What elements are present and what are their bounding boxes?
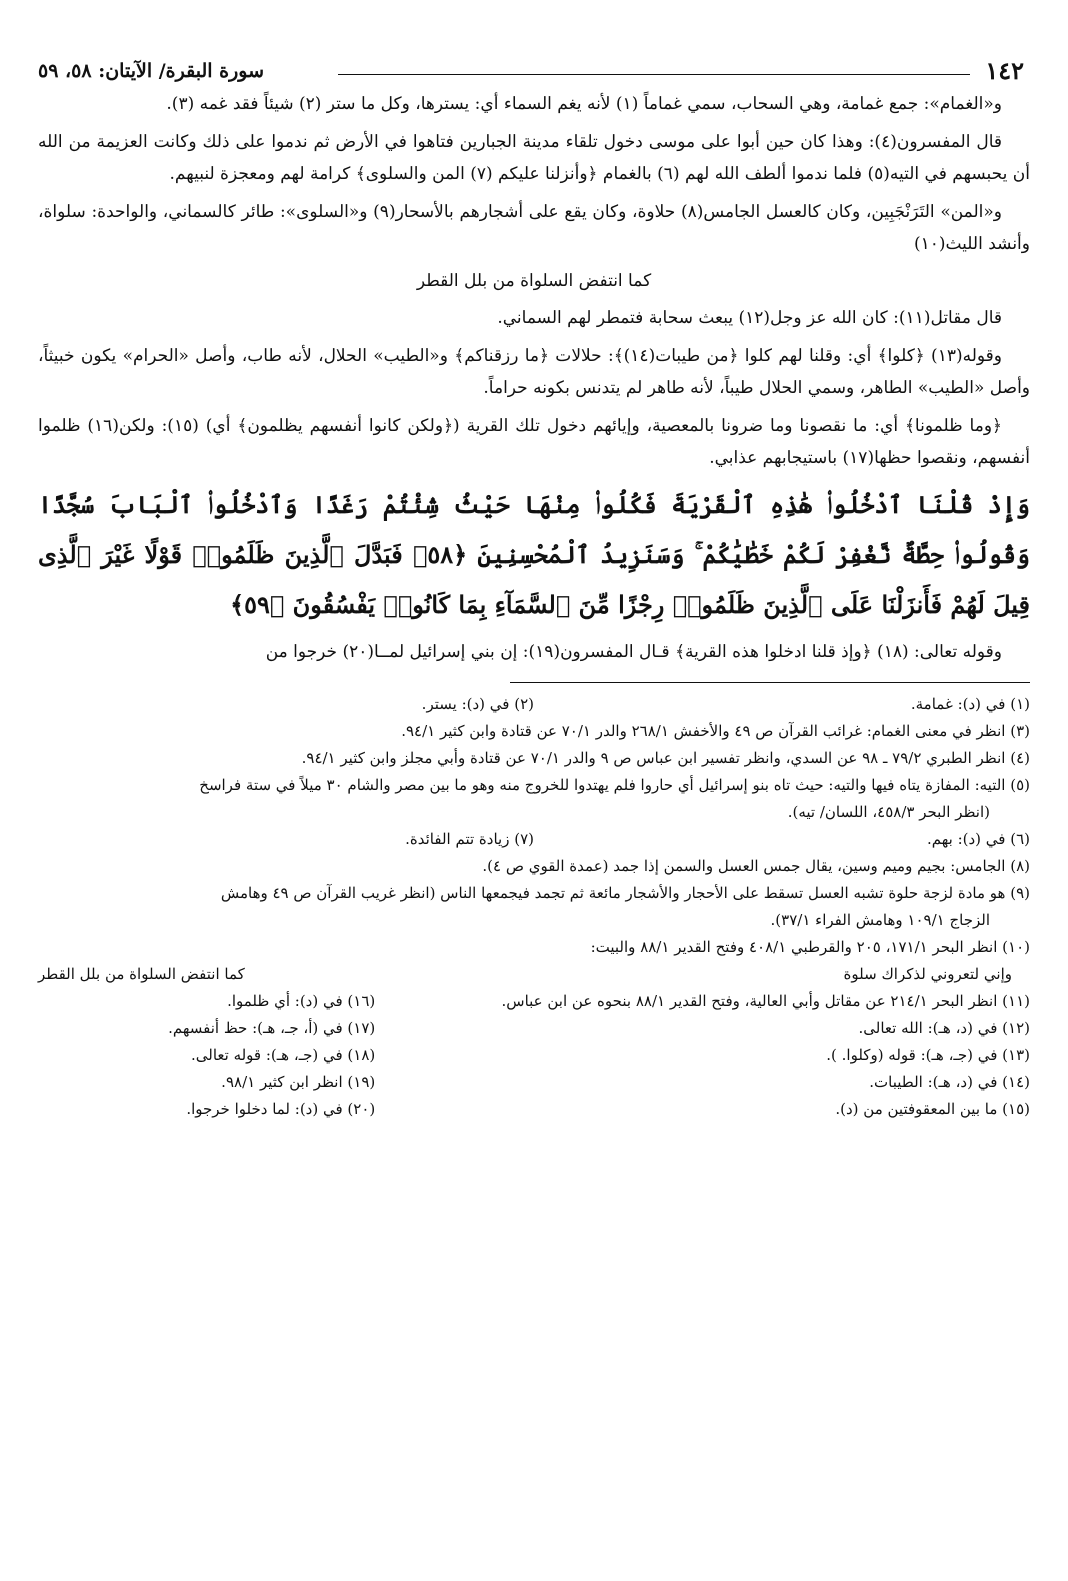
footnote: (٧) زيادة تتم الفائدة. (405, 830, 534, 848)
footnote-column-right (375, 988, 1030, 1123)
poem-line: كما انتفض السلواة من بلل القطر (416, 271, 652, 291)
footnote-columns (38, 988, 1030, 1123)
main-text (38, 88, 1030, 668)
footnote: (٦) في (د): بهم. (926, 830, 1030, 848)
footnote: (١١) انظر البحر ٢١٤/١ عن مقاتل وأبي العالية، وفتح القدير ٨٨/١ بنحوه عن ابن عباس. (501, 992, 1030, 1010)
footnote: (١) في (د): غمامة. (910, 695, 1030, 713)
paragraph: وقوله تعالى: (١٨) ﴿وإذ قلنا ادخلوا هذه القرية﴾ قـال المفسرون(١٩): إن بني إسرائيل لمــا(٢٠) خرجوا من (265, 642, 1002, 662)
footnote: (١٥) ما بين المعقوفتين من (د). (835, 1100, 1030, 1118)
footnote-column-left (38, 988, 375, 1123)
page (38, 52, 1030, 1123)
footnote: (انظر البحر ٤٥٨/٣، اللسان/ تيه). (787, 803, 990, 821)
footnote: (١٦) في (د): أي ظلموا. (227, 992, 376, 1010)
quran-verses: وَإِذْ قُلْنَا ٱدْخُلُوا۟ هَٰذِهِ ٱلْقَرْيَةَ فَكُلُوا۟ مِنْهَا حَيْثُ شِئْتُمْ رَغَدًا وَٱدْخُلُوا۟ ٱلْبَابَ سُجَّدًا وَقُولُوا۟ حِطَّةٌ نَّغْفِرْ لَكُمْ خَطَٰيَٰكُمْ ۚ وَسَنَزِيدُ ٱلْمُحْسِنِينَ ﴿٥٨﴾ فَبَدَّلَ ٱلَّذِينَ ظَلَمُوا۟ قَوْلًا غَيْرَ ٱلَّذِى قِيلَ لَهُمْ فَأَنزَلْنَا عَلَى ٱلَّذِينَ ظَلَمُوا۟ رِجْزًا مِّنَ ٱلسَّمَآءِ بِمَا كَانُوا۟ يَفْسُقُونَ ﴿٥٩﴾ (38, 490, 1030, 619)
footnote: (٣) انظر في معنى الغمام: غرائب القرآن ص ٤٩ والأخفش ٢٦٨/١ والدر ٧٠/١ عن قتادة وابن كثير ٩٤/١. (401, 722, 1030, 740)
paragraph: قال مقاتل(١١): كان الله عز وجل(١٢) يبعث سحابة فتمطر لهم السماني. (497, 308, 1002, 328)
footnote: (٨) الجامس: بجيم وميم وسين، يقال جمس العسل والسمن إذا جمد (عمدة القوي ص ٤). (482, 857, 1030, 875)
paragraph: قال المفسرون(٤): وهذا كان حين أبوا على موسى دخول تلقاء مدينة الجبارين فتاهوا في الأرض ثم ندموا على ذلك وكانت العزيمة من الله أن يحبسهم في التيه(٥) فلما ندموا ألطف الله لهم (٦) بالغمام ﴿وأنزلنا عليكم (٧) المن والسلوى﴾ كرامة لهم ومعجزة لنبيهم. (38, 132, 1030, 184)
page-number: ١٤٢ (985, 56, 1024, 85)
footnote-row (38, 826, 1030, 853)
poem-hemistich: كما انتفض السلواة من بلل القطر (38, 965, 245, 983)
footnote: (١٨) في (جـ، هـ): قوله تعالى. (190, 1046, 376, 1064)
paragraph: و«الغمام»: جمع غمامة، وهي السحاب، سمي غماماً (١) لأنه يغم السماء أي: يسترها، وكل ما ستر (٢) شيئاً فقد غمه (٣). (166, 94, 1002, 114)
footnote-separator (510, 682, 1030, 683)
footnote: (١٧) في (أ، جـ، هـ): حظ أنفسهم. (168, 1019, 376, 1037)
footnote-row (38, 691, 1030, 718)
footnote: (١٢) في (د، هـ): الله تعالى. (858, 1019, 1030, 1037)
footnote: الزجاج ١٠٩/١ وهامش الفراء ٣٧/١). (770, 911, 990, 929)
footnote: (١٤) في (د، هـ): الطيبات. (869, 1073, 1030, 1091)
header-rule (338, 74, 970, 75)
paragraph: ﴿وما ظلمونا﴾ أي: ما نقصونا وما ضرونا بالمعصية، وإيائهم دخول تلك القرية (﴿ولكن كانوا أنفسهم يظلمون﴾ أي) (١٥): ولكن(١٦) ظلموا أنفسهم، ونقصوا حظها(١٧) باستيجابهم عذابي. (38, 416, 1030, 468)
footnote: (١٩) انظر ابن كثير ٩٨/١. (221, 1073, 376, 1091)
footnote: (٢) في (د): يستر. (421, 695, 534, 713)
footnote: (٤) انظر الطبري ٧٩/٢ ـ ٩٨ عن السدي، وانظر تفسير ابن عباس ص ٩ والدر ٧٠/١ عن قتادة وأبي مجلز وابن كثير ٩٤/١. (301, 749, 1030, 767)
footnote: (٩) هو مادة لزجة حلوة تشبه العسل تسقط على الأحجار والأشجار مائعة ثم تجمد فيجمعها الناس (انظر غريب القرآن ص ٤٩ وهامش (220, 884, 1030, 902)
footnote: (٥) التيه: المفازة يتاه فيها والتيه: حيث تاه بنو إسرائيل أي حاروا فلم يهتدوا للخروج منه وهو ما بين مصر والشام ٣٠ ميلاً في ستة فراسخ (199, 776, 1030, 794)
paragraph: و«المن» التَرَنْجَبِين، وكان كالعسل الجامس(٨) حلاوة، وكان يقع على أشجارهم بالأسحار(٩) و«السلوى»: طائر كالسماني، والواحدة: سلواة، وأنشد الليث(١٠) (38, 202, 1030, 254)
paragraph: وقوله(١٣) ﴿كلوا﴾ أي: وقلنا لهم كلوا ﴿من طيبات(١٤)﴾: حلالات ﴿ما رزقناكم﴾ و«الطيب» الحلال، لأنه طاب، وأصل «الحرام» يكون خبيثاً، وأصل «الطيب» الطاهر، وسمي الحلال طيباً، لأنه طاهر لم يتدنس بكونه حراماً. (38, 346, 1030, 398)
footnote: (١٣) في (جـ، هـ): قوله (وكلوا. ). (826, 1046, 1030, 1064)
page-header (38, 52, 1030, 88)
running-title: سورة البقرة/ الآيتان: ٥٨، ٥٩ (38, 60, 264, 82)
footnotes (38, 691, 1030, 1123)
footnote-poem (38, 961, 1030, 988)
poem-hemistich: وإني لتعروني لذكراك سلوة (843, 965, 1012, 983)
footnote: (١٠) انظر البحر ١٧١/١، ٢٠٥ والقرطبي ٤٠٨/١ وفتح القدير ٨٨/١ والبيت: (590, 938, 1030, 956)
footnote: (٢٠) في (د): لما دخلوا خرجوا. (186, 1100, 376, 1118)
